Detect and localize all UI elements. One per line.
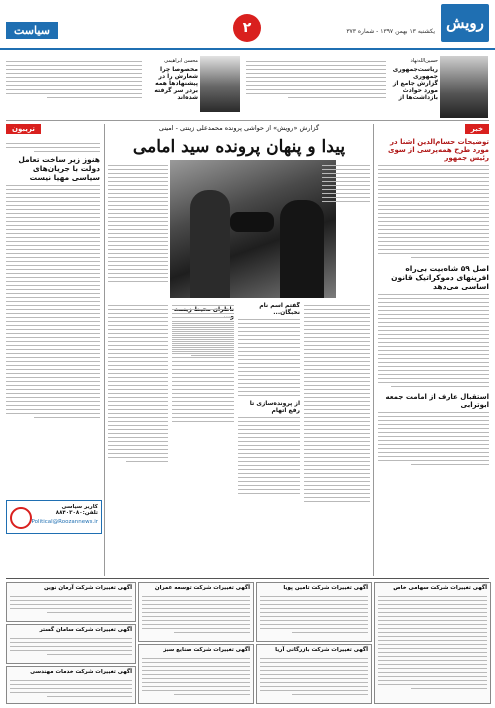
- news-item-1-headline: توضیحات حسام‌الدین آشنا در مورد طرح همه‌پرسی از سوی رئیس جمهور: [388, 138, 489, 162]
- ad-title-1: آگهی تغییرات شرکت سهامی خاص: [393, 585, 487, 591]
- main-story-subhead-2: از پرونده‌سازی تا رفع اتهام: [249, 400, 300, 414]
- news-item-2-headline: اصل ۵۹ شاه‌بیت بی‌راه افرینهای دموکراتیک قانون اساسی می‌دهد: [391, 264, 489, 291]
- top-right-headline: ریاست‌جمهوری جمهوری گزارش جامع از مورد حوادث بازداشت‌ها از: [392, 66, 438, 101]
- dateline: یکشنبه ۱۳ بهمن ۱۳۹۷ - شماره ۳۷۳: [346, 28, 435, 35]
- ad-box-3: [256, 644, 372, 704]
- ad-box-6: [6, 582, 136, 622]
- main-story-kicker: [108, 124, 370, 136]
- ads-divider: [6, 578, 489, 579]
- main-story-lower: [108, 302, 370, 574]
- ad-box-1: [374, 582, 491, 704]
- portrait-photo-right: [440, 56, 488, 118]
- masthead: [0, 0, 495, 50]
- right-column-divider: [373, 124, 374, 576]
- section-title: سیاست: [6, 22, 58, 39]
- news-label: خبر: [465, 124, 489, 134]
- top-left-text: [6, 58, 142, 118]
- tribune-label: تریبون: [6, 124, 41, 134]
- tribune-column: [6, 140, 100, 500]
- top-right-caption: حسین‌الله‌نهاد: [410, 58, 438, 64]
- ad-box-2: [256, 582, 372, 642]
- ad-title-4: آگهی تغییرات شرکت توسعه عمران: [154, 585, 250, 591]
- news-item-3-headline: استقبال عارف از امامت جمعه ابوترابی: [385, 393, 489, 409]
- ad-box-4: [138, 582, 254, 642]
- main-story-lower-col-c: [172, 302, 234, 574]
- ad-title-6: آگهی تغییرات شرکت آرمان نوین: [43, 585, 132, 591]
- tribune-headline: هنوز زیر ساخت تعامل دولت با جریان‌های سیاسی مهیا نیست: [18, 155, 100, 182]
- contact-email[interactable]: Political@Roozannews.ir: [31, 519, 98, 525]
- top-left-headline: مخصوصا چرا شعارش را در پیشنهادها همه بردر سر گرفته شده‌اند: [154, 66, 198, 101]
- top-left-feature: [146, 58, 198, 118]
- ad-title-5: آگهی تغییرات شرکت صنایع سبز: [163, 647, 250, 653]
- contact-icon: [10, 507, 32, 529]
- portrait-photo-left: [200, 56, 240, 112]
- page-number-badge: ۲: [233, 14, 261, 42]
- main-story-headline: پیدا و پنهان پرونده سید امامی: [132, 137, 346, 157]
- main-story-lower-col-b: [238, 302, 300, 574]
- main-story-lower-col-a: [304, 302, 370, 574]
- top-middle-text: [246, 58, 386, 120]
- ad-box-8: [6, 666, 136, 704]
- ad-box-7: [6, 624, 136, 664]
- main-story-subhead-1: گفتم اسم نام نخبگان...: [259, 302, 300, 316]
- main-story-photo: [170, 160, 336, 298]
- figure-right: [280, 200, 324, 298]
- main-story-headline-box: [108, 136, 370, 158]
- news-column: [378, 138, 489, 574]
- ad-title-8: آگهی تغییرات شرکت خدمات مهندسی: [30, 669, 132, 675]
- top-right-feature: [390, 58, 438, 134]
- top-section-divider: [6, 120, 489, 121]
- contact-heading: کاربر سیاسی تلفن:۸۸۴۰۳۰۸۰: [55, 504, 98, 516]
- main-story-col-2: [108, 162, 168, 298]
- ad-box-5: [138, 644, 254, 704]
- contact-box: [6, 500, 102, 534]
- ad-title-2: آگهی تغییرات شرکت تامین پویا: [283, 585, 368, 591]
- ad-title-7: آگهی تغییرات شرکت سامان گستر: [39, 627, 132, 633]
- main-story-lower-col-d: [108, 302, 168, 574]
- ad-title-3: آگهی تغییرات شرکت بازرگانی آریا: [275, 647, 368, 653]
- main-story-kicker-text: گزارش «رویش» از حواشی پرونده محمدعلی زینتی - امینی: [158, 124, 320, 132]
- top-left-caption: محسن ابراهیمی: [164, 58, 198, 64]
- newspaper-logo: رویش: [441, 4, 489, 42]
- figure-center: [190, 190, 230, 298]
- left-column-divider: [104, 124, 105, 576]
- microphone-cluster: [230, 212, 274, 232]
